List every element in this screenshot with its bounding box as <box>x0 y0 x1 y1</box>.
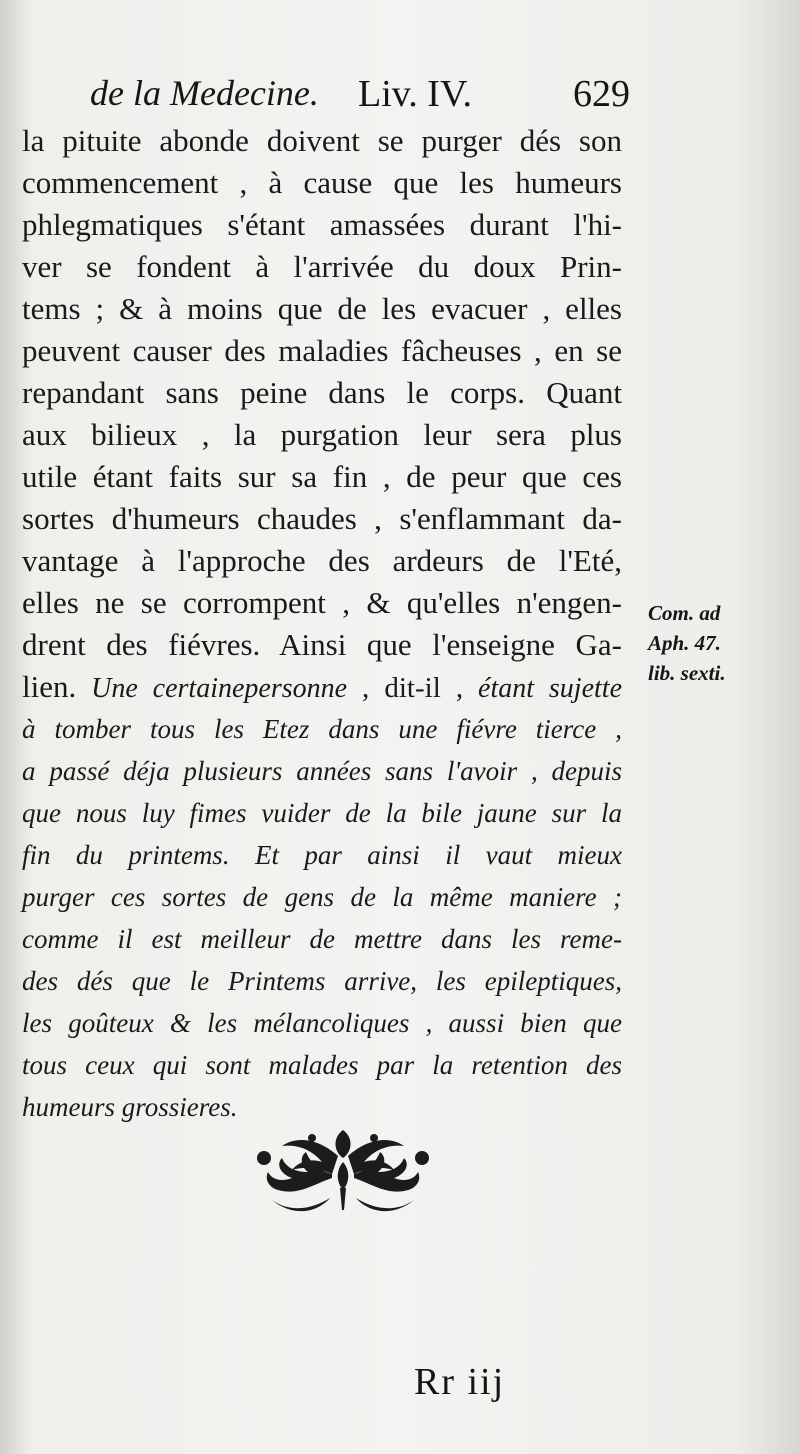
text-line: phlegmatiques s'étant amassées durant l'hi- <box>22 207 622 242</box>
italic-line: comme il est meilleur de mettre dans les reme- <box>22 924 622 954</box>
text-line: drent des fiévres. Ainsi que l'enseigne Ga- <box>22 627 622 662</box>
italic-line: les goûteux & les mélancoliques , aussi bien que <box>22 1008 622 1038</box>
running-title: de la Medecine. <box>90 73 319 113</box>
text-line: commencement , à cause que les humeurs <box>22 165 622 200</box>
text-line: la pituite abonde doivent se purger dés son <box>22 123 622 158</box>
signature-mark: Rr iij <box>414 1361 506 1403</box>
roman-fragment: lien. <box>22 669 77 704</box>
text-line: aux bilieux , la purgation leur sera plus <box>22 417 622 452</box>
italic-fragment: étant sujette <box>478 673 622 704</box>
italic-line: a passé déja plusieurs années sans l'avoir , depuis <box>22 756 622 786</box>
text-line: utile étant faits sur sa fin , de peur que ces <box>22 459 622 494</box>
printers-ornament <box>252 1118 434 1218</box>
italic-line: à tomber tous les Etez dans une fiévre tierce , <box>22 714 622 744</box>
italic-fragment: Une certainepersonne <box>91 673 348 704</box>
text-line: peuvent causer des maladies fâcheuses , en se <box>22 333 622 368</box>
text-line: sortes d'humeurs chaudes , s'enflammant da- <box>22 501 622 536</box>
book-number: Liv. IV. <box>358 73 472 115</box>
italic-line: tous ceux qui sont malades par la retention des <box>22 1050 622 1080</box>
margin-note-line: Com. ad <box>648 601 721 625</box>
margin-note-line: Aph. 47. <box>648 631 721 655</box>
italic-line: que nous luy fimes vuider de la bile jaune sur la <box>22 798 622 828</box>
italic-line: humeurs grossieres. <box>22 1092 238 1122</box>
italic-line: fin du printems. Et par ainsi il vaut mieux <box>22 840 622 870</box>
text-line: vantage à l'approche des ardeurs de l'Eté, <box>22 543 622 578</box>
text-line: tems ; & à moins que de les evacuer , elles <box>22 291 622 326</box>
running-header <box>90 72 630 122</box>
margin-note <box>648 598 788 688</box>
margin-note-line: lib. sexti. <box>648 661 726 685</box>
roman-fragment: , dit-il , <box>361 672 464 704</box>
text-line: repandant sans peine dans le corps. Quant <box>22 375 622 410</box>
mixed-line <box>22 666 622 708</box>
italic-line: des dés que le Printems arrive, les epileptiques, <box>22 966 622 996</box>
text-line: ver se fondent à l'arrivée du doux Prin- <box>22 249 622 284</box>
page-number: 629 <box>573 73 630 115</box>
text-line: elles ne se corrompent , & qu'elles n'engen- <box>22 585 622 620</box>
italic-line: purger ces sortes de gens de la même maniere ; <box>22 882 622 912</box>
